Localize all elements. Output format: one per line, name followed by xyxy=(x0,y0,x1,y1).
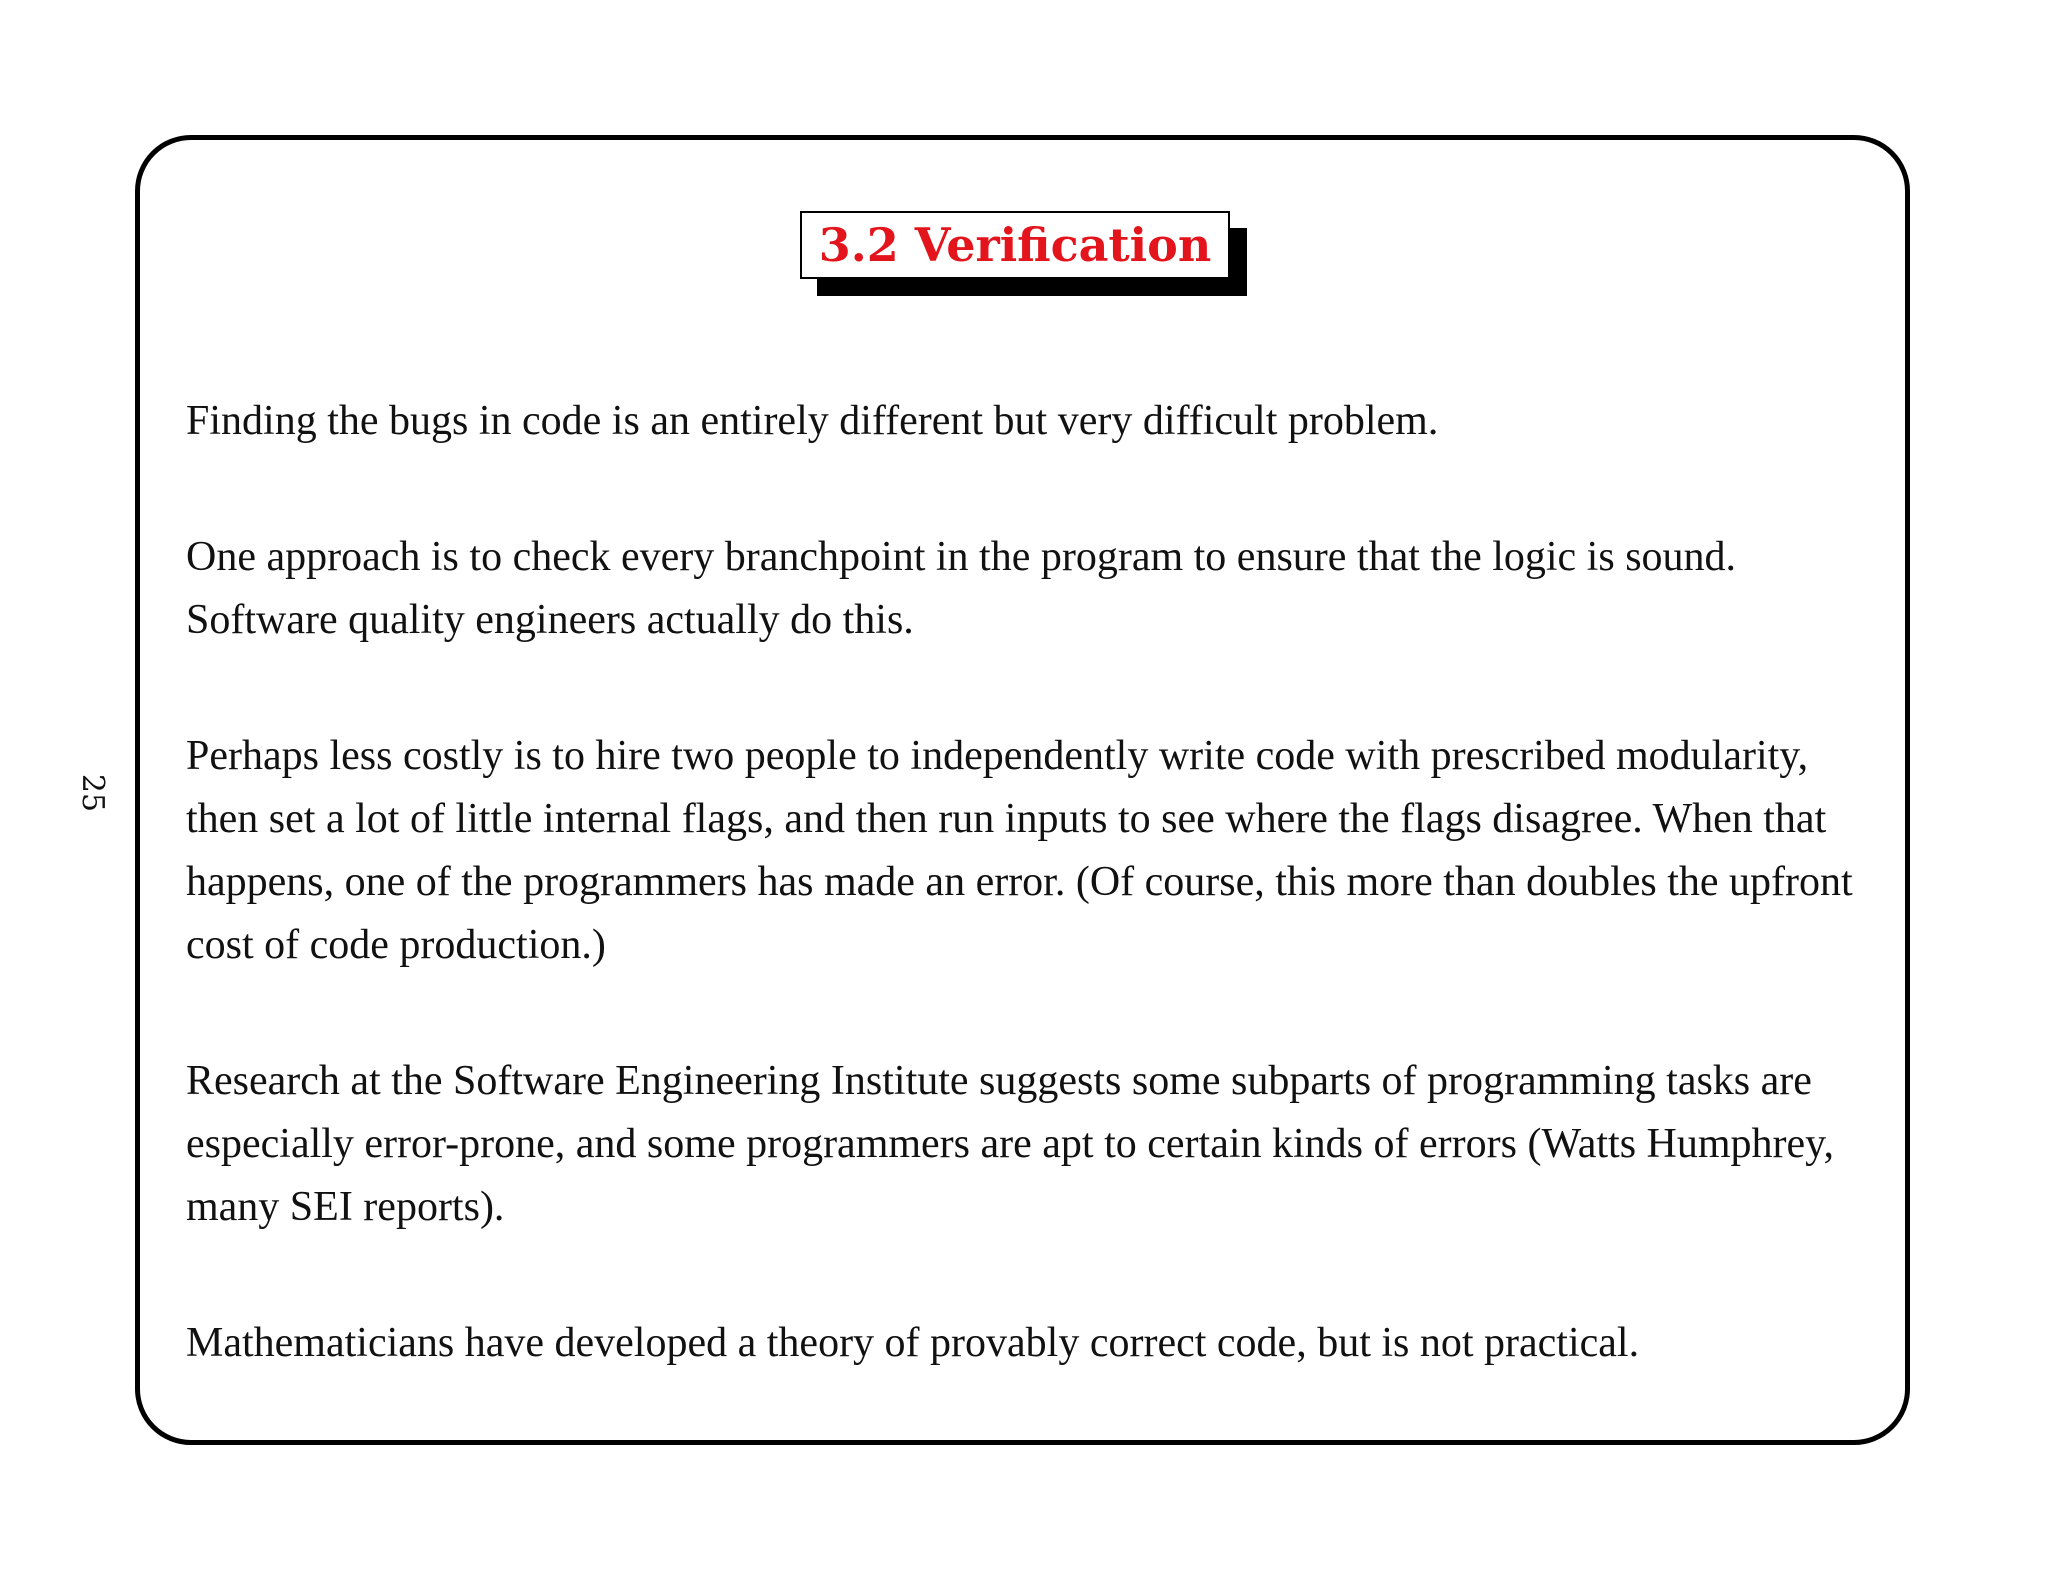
slide-body xyxy=(186,390,1876,1375)
paragraph-branchpoints: One approach is to check every branchpoint in the program to ensure that the logic is sound. Software quality engineers actually do this. xyxy=(186,534,1737,643)
page-number: 25 xyxy=(75,773,110,813)
section-title-block xyxy=(800,211,1230,279)
paragraph-provably-correct: Mathematicians have developed a theory of provably correct code, but is not practical. xyxy=(186,1320,1640,1366)
paragraph-sei-research: Research at the Software Engineering Institute suggests some subparts of programming tasks are especially error-prone, and some programmers are apt to certain kinds of errors (Watts Humphrey, many SEI reports). xyxy=(186,1058,1834,1230)
title-box xyxy=(800,211,1230,279)
paragraph-independent-code: Perhaps less costly is to hire two people to independently write code with prescribed modularity, then set a lot of little internal flags, and then run inputs to see where the flags disagree. When that happens, one of the programmers has made an error. (Of course, this more than doubles the upfront cost of code production.) xyxy=(186,733,1853,968)
paragraph-bugs: Finding the bugs in code is an entirely different but very difficult problem. xyxy=(186,398,1439,444)
section-title: 3.2 Verification xyxy=(818,218,1212,272)
